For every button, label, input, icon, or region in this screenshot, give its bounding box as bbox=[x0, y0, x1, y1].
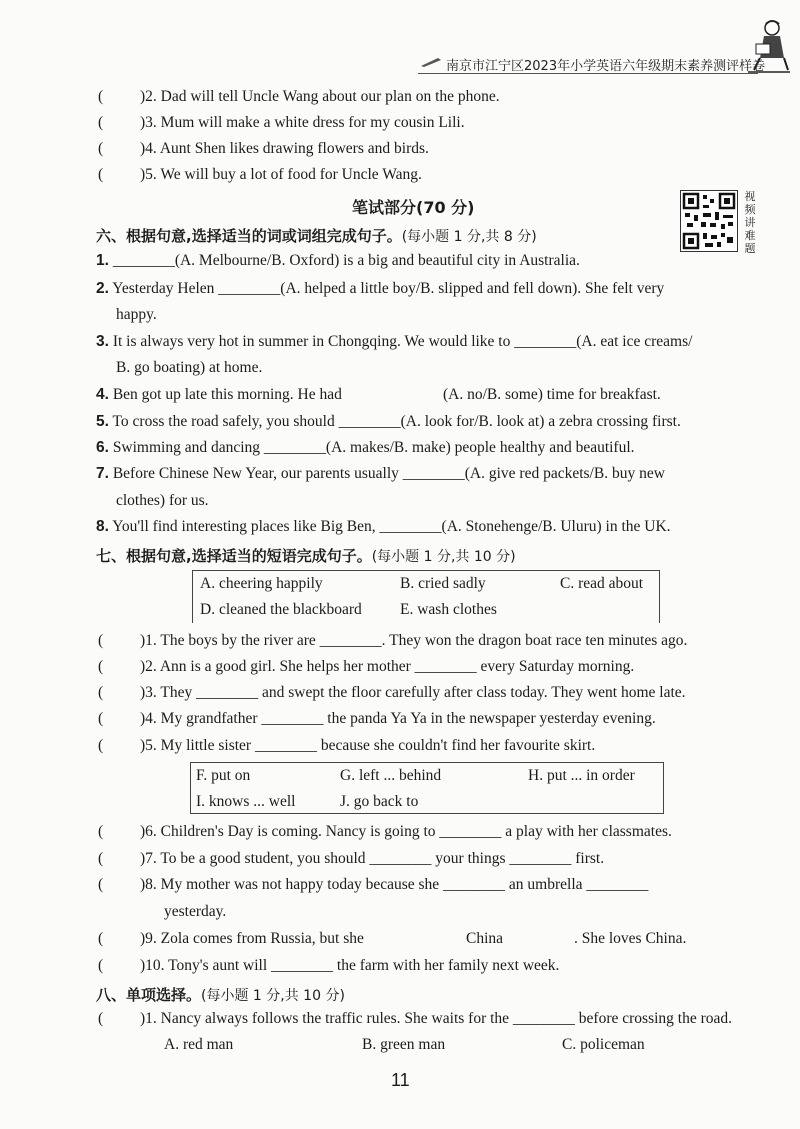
choice-option: C. policeman bbox=[562, 1036, 645, 1053]
phrase-option: I. knows ... well bbox=[196, 793, 296, 810]
phrase-option: H. put ... in order bbox=[528, 767, 635, 784]
question-item: 4. Ben got up late this morning. He had bbox=[96, 386, 342, 403]
phrase-option: C. read about bbox=[560, 575, 644, 592]
question-item-continued: happy. bbox=[116, 306, 157, 323]
question-item: 7. Before Chinese New Year, our parents usually ________(A. give red packets/B. buy new bbox=[96, 465, 665, 482]
list-item: )8. My mother was not happy today because she ________ an umbrella ________ bbox=[140, 876, 649, 893]
section-6-title: 六、根据句意,选择适当的词或词组完成句子。(每小题 1 分,共 8 分) bbox=[96, 227, 537, 245]
list-item: ( bbox=[98, 823, 104, 840]
phrase-option: J. go back to bbox=[340, 793, 419, 810]
list-item: ( bbox=[98, 684, 104, 701]
list-item: ( bbox=[98, 88, 104, 105]
question-item: 6. Swimming and dancing ________(A. makes/B. make) people healthy and beautiful. bbox=[96, 439, 635, 456]
choice-option: A. red man bbox=[164, 1036, 234, 1053]
question-item: 5. To cross the road safely, you should ________(A. look for/B. look at) a zebra crossing first. bbox=[96, 413, 681, 430]
list-item: )4. My grandfather ________ the panda Ya Ya in the newspaper yesterday evening. bbox=[140, 710, 656, 727]
list-item: )2. Ann is a good girl. She helps her mother ________ every Saturday morning. bbox=[140, 658, 635, 675]
question-item: 2. Yesterday Helen ________(A. helped a little boy/B. slipped and fell down). She felt very bbox=[96, 280, 665, 297]
written-part-title: 笔试部分(70 分) bbox=[352, 198, 475, 217]
question-item: 3. It is always very hot in summer in Chongqing. We would like to ________(A. eat ice creams/ bbox=[96, 333, 693, 350]
phrase-option: F. put on bbox=[196, 767, 251, 784]
phrase-option: E. wash clothes bbox=[400, 601, 497, 618]
phrase-option: D. cleaned the blackboard bbox=[200, 601, 362, 618]
phrase-option: B. cried sadly bbox=[400, 575, 486, 592]
question-item-options: (A. no/B. some) time for breakfast. bbox=[443, 386, 661, 403]
question-item-continued: B. go boating) at home. bbox=[116, 359, 263, 376]
list-item: )3. Mum will make a white dress for my cousin Lili. bbox=[140, 114, 465, 131]
list-item: )6. Children's Day is coming. Nancy is going to ________ a play with her classmates. bbox=[140, 823, 672, 840]
page-number: 11 bbox=[391, 1070, 410, 1090]
section-7-title: 七、根据句意,选择适当的短语完成句子。(每小题 1 分,共 10 分) bbox=[96, 547, 516, 565]
list-item: ( bbox=[98, 658, 104, 675]
list-item-mid: China bbox=[466, 930, 504, 947]
phrase-option: A. cheering happily bbox=[200, 575, 323, 592]
question-item: 8. You'll find interesting places like Big Ben, ________(A. Stonehenge/B. Uluru) in the UK. bbox=[96, 518, 671, 535]
choice-option: B. green man bbox=[362, 1036, 446, 1053]
header-rule bbox=[418, 73, 758, 74]
list-item: ( bbox=[98, 957, 104, 974]
list-item: ( bbox=[98, 114, 104, 131]
list-item: )4. Aunt Shen likes drawing flowers and birds. bbox=[140, 140, 429, 157]
list-item: )7. To be a good student, you should ________ your things ________ first. bbox=[140, 850, 605, 867]
question-item-continued: clothes) for us. bbox=[116, 492, 209, 509]
qr-code-icon[interactable] bbox=[680, 190, 738, 252]
question-item: 1. ________(A. Melbourne/B. Oxford) is a big and beautiful city in Australia. bbox=[96, 252, 580, 269]
list-item-continued: yesterday. bbox=[164, 903, 227, 920]
pen-icon bbox=[420, 56, 442, 68]
qr-code-label: 视频讲难题 bbox=[744, 190, 756, 255]
section-8-title: 八、单项选择。(每小题 1 分,共 10 分) bbox=[96, 986, 345, 1004]
list-item: ( bbox=[98, 876, 104, 893]
list-item: ( bbox=[98, 850, 104, 867]
list-item: )5. My little sister ________ because she couldn't find her favourite skirt. bbox=[140, 737, 596, 754]
list-item: )3. They ________ and swept the floor carefully after class today. They went home late. bbox=[140, 684, 686, 701]
list-item: ( bbox=[98, 166, 104, 183]
list-item: )9. Zola comes from Russia, but she bbox=[140, 930, 364, 947]
list-item: )5. We will buy a lot of food for Uncle Wang. bbox=[140, 166, 422, 183]
header-title: 南京市江宁区2023年小学英语六年级期末素养测评样卷 bbox=[446, 59, 766, 74]
list-item: ( bbox=[98, 140, 104, 157]
list-item: ( bbox=[98, 930, 104, 947]
list-item: )1. The boys by the river are ________. They won the dragon boat race ten minutes ago. bbox=[140, 632, 688, 649]
list-item-tail: . She loves China. bbox=[574, 930, 687, 947]
list-item: )1. Nancy always follows the traffic rules. She waits for the ________ before crossing the road. bbox=[140, 1010, 733, 1027]
list-item: )2. Dad will tell Uncle Wang about our plan on the phone. bbox=[140, 88, 500, 105]
list-item: )10. Tony's aunt will ________ the farm with her family next week. bbox=[140, 957, 560, 974]
list-item: ( bbox=[98, 710, 104, 727]
phrase-option: G. left ... behind bbox=[340, 767, 442, 784]
list-item: ( bbox=[98, 632, 104, 649]
list-item: ( bbox=[98, 1010, 104, 1027]
list-item: ( bbox=[98, 737, 104, 754]
